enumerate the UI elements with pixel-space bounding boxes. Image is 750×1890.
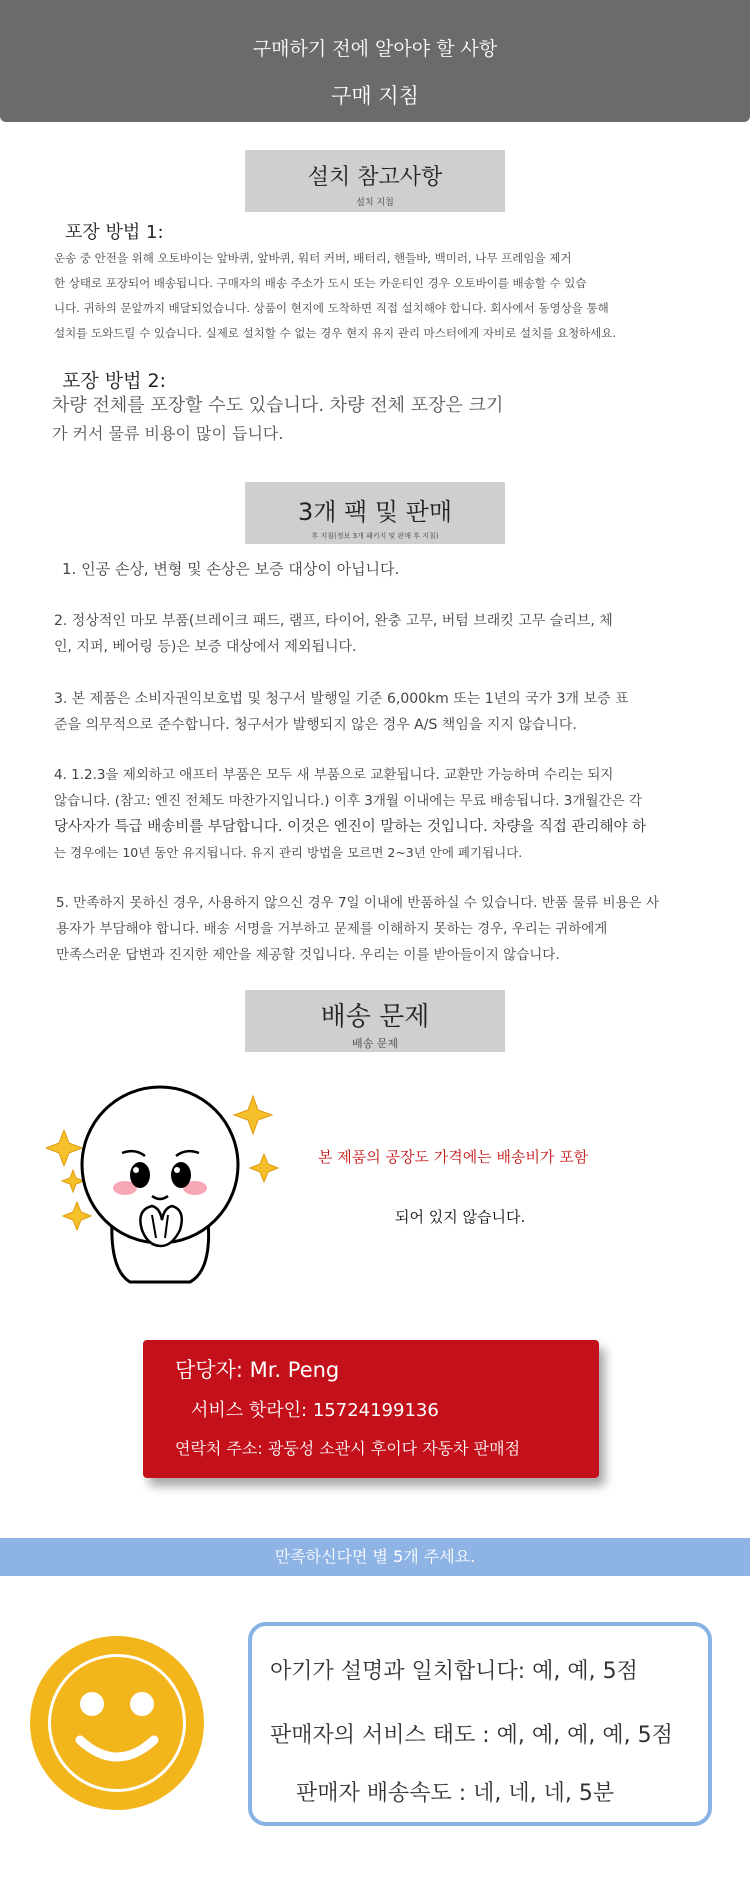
shipping-title: 배송 문제: [320, 1002, 430, 1032]
warranty-item-4-line: 4. 1.2.3을 제외하고 애프터 부품은 모두 새 부품으로 교환됩니다. 교환만 가능하며 수리는 되지: [54, 767, 614, 783]
header-title: 구매하기 전에 알아야 할 사항: [252, 38, 498, 60]
rating-line-service: 판매자의 서비스 태도 : 예, 예, 예, 예, 5점: [270, 1723, 673, 1748]
warranty-item-3: [54, 686, 734, 738]
shipping-subtitle: 배송 문제: [351, 1037, 398, 1050]
five-stars-banner: 만족하신다면 별 5개 주세요.: [0, 1538, 750, 1576]
warranty-item-2-line: 인, 지퍼, 베어링 등)은 보증 대상에서 제외됩니다.: [54, 639, 357, 655]
warranty-item-4-line: 당사자가 특급 배송비를 부담합니다. 이것은 엔진이 말하는 것입니다. 차량을 직접 관리해야 하: [54, 819, 647, 835]
warranty-item-5-line: 5. 만족하지 못하신 경우, 사용하지 않으신 경우 7일 이내에 반품하실 수 있습니다. 반품 물류 비용은 사: [56, 895, 660, 911]
contact-card: [143, 1340, 599, 1478]
warranty-item-5-line: 만족스러운 답변과 진지한 제안을 제공할 것입니다. 우리는 이를 받아들이지 않습니다.: [56, 947, 560, 963]
header-subtitle: 구매 지침: [331, 84, 419, 108]
warranty-item-4-line: 는 경우에는 10년 동안 유지됩니다. 유지 관리 방법을 모르면 2~3년 안에 폐기됩니다.: [54, 845, 523, 860]
warranty-item-4-line: 않습니다. (참고: 엔진 전체도 마찬가지입니다.) 이후 3개월 이내에는 무료 배송됩니다. 3개월간은 각: [54, 793, 642, 809]
packing1-line: 니다. 귀하의 문앞까지 배달되었습니다. 상품이 현지에 도착하면 직접 설치해야 합니다. 회사에서 동영상을 통해: [54, 301, 609, 315]
warranty-item-2: [54, 608, 714, 660]
packing1-line: 한 상태로 포장되어 배송됩니다. 구매자의 배송 주소가 도시 또는 카운티인 경우 오토바이를 배송할 수 있습: [54, 276, 587, 290]
warranty-item-3-line: 3. 본 제품은 소비자권익보호법 및 청구서 발행일 기준 6,000km 또는 1년의 국가 3개 보증 표: [54, 691, 629, 707]
pleading-character-illustration: [40, 1070, 280, 1290]
warranty-subtitle: 후 지침(정보 3개 패키지 및 판매 후 지침): [311, 532, 439, 540]
packing1-heading: 포장 방법 1:: [65, 222, 164, 243]
packing1-text: [54, 246, 694, 346]
warranty-section-box: [245, 482, 505, 544]
shipping-note-red: 본 제품의 공장도 가격에는 배송비가 포함: [318, 1148, 589, 1166]
shipping-note-black: 되어 있지 않습니다.: [395, 1208, 526, 1226]
warranty-item-3-line: 준을 의무적으로 준수합니다. 청구서가 발행되지 않은 경우 A/S 책임을 지지 않습니다.: [54, 717, 577, 733]
contact-address: 연락처 주소: 광둥성 소관시 후이다 자동차 판매점: [175, 1439, 521, 1458]
warranty-item-2-line: 2. 정상적인 마모 부품(브레이크 패드, 램프, 타이어, 완충 고무, 버텀 브래킷 고무 슬리브, 체: [54, 613, 613, 629]
page-header: [0, 0, 750, 122]
smiley-face-icon: [26, 1632, 208, 1814]
packing2-line: 가 커서 물류 비용이 많이 듭니다.: [52, 424, 284, 443]
warranty-item-5: [56, 890, 736, 968]
packing2-line: 차량 전체를 포장할 수도 있습니다. 차량 전체 포장은 크기: [52, 395, 504, 416]
install-subtitle: 설치 지침: [356, 198, 394, 208]
rating-line-description: 아기가 설명과 일치합니다: 예, 예, 5점: [270, 1659, 638, 1684]
packing2-text: [52, 392, 692, 448]
contact-hotline: 서비스 핫라인: 15724199136: [191, 1400, 439, 1421]
warranty-title: 3개 팩 및 판매: [297, 498, 453, 526]
rating-line-delivery: 판매자 배송속도 : 네, 네, 네, 5분: [296, 1781, 615, 1806]
contact-person: 담당자: Mr. Peng: [175, 1358, 340, 1382]
shipping-section-box: [245, 990, 505, 1052]
install-section-box: [245, 150, 505, 212]
install-title: 설치 참고사항: [307, 165, 443, 190]
warranty-item-5-line: 용자가 부담해야 합니다. 배송 서명을 거부하고 문제를 이해하지 못하는 경우, 우리는 귀하에게: [56, 921, 608, 937]
warranty-item-1: 1. 인공 손상, 변형 및 손상은 보증 대상이 아닙니다.: [62, 560, 400, 578]
packing1-line: 운송 중 안전을 위해 오토바이는 앞바퀴, 앞바퀴, 워터 커버, 배터리, 핸들바, 백미러, 나무 프레임을 제거: [54, 251, 572, 265]
packing2-heading: 포장 방법 2:: [62, 370, 166, 392]
packing1-line: 설치를 도와드릴 수 있습니다. 실제로 설치할 수 없는 경우 현지 유지 관리 마스터에게 자비로 설치를 요청하세요.: [54, 326, 617, 340]
warranty-item-4: [54, 762, 734, 866]
rating-box: [248, 1622, 712, 1826]
